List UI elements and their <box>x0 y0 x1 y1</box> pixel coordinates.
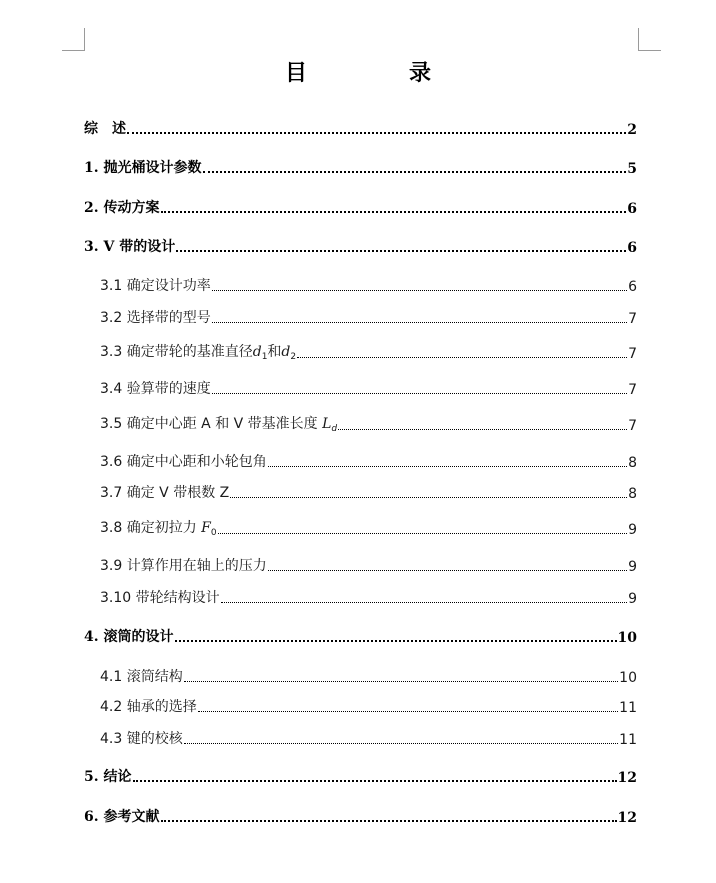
toc-entry-page: 11 <box>619 700 637 716</box>
toc-entry-page: 8 <box>628 455 637 471</box>
toc-entry-page: 6 <box>627 201 637 217</box>
toc-entry-text: 2. 传动方案 <box>84 200 160 216</box>
toc-leader-dots <box>212 392 627 394</box>
math-symbol: d <box>281 344 291 360</box>
margin-corner-top-right <box>638 28 661 51</box>
toc-entry[interactable] <box>100 728 637 748</box>
toc-entry-text: 3.2 选择带的型号 <box>100 310 211 326</box>
toc-entry-label: 3.3 确定带轮的基准直径 <box>100 344 253 360</box>
toc-leader-dots <box>176 249 626 252</box>
toc-entry-label: 3.5 确定中心距 A 和 V 带基准长度 <box>100 416 323 432</box>
toc-leader-dots <box>218 532 627 534</box>
toc-entry-text: 3. V 带的设计 <box>84 239 176 255</box>
toc-leader-dots <box>221 601 627 603</box>
toc-leader-dots <box>127 131 626 134</box>
toc-entry[interactable] <box>84 157 637 177</box>
math-subscript: 0 <box>210 528 217 538</box>
toc-entry[interactable] <box>84 806 637 826</box>
toc-entry-page: 11 <box>619 732 637 748</box>
math-subscript: 2 <box>290 352 297 362</box>
toc-leader-dots <box>268 569 627 571</box>
toc-entry-page: 2 <box>627 122 637 138</box>
toc-leader-dots <box>212 321 627 323</box>
toc-entry[interactable] <box>84 766 637 786</box>
toc-leader-dots <box>203 170 627 173</box>
toc-entry-page: 12 <box>617 810 637 826</box>
toc-entry[interactable] <box>100 482 637 502</box>
toc-entry-page: 9 <box>628 559 637 575</box>
toc-entry-text: 3.1 确定设计功率 <box>100 278 211 294</box>
toc-entry-page: 9 <box>628 591 637 607</box>
toc-entry-text: 3.4 验算带的速度 <box>100 381 211 397</box>
toc-entry-text: 5. 结论 <box>84 769 132 785</box>
toc-leader-dots <box>133 779 617 782</box>
toc-entry[interactable] <box>100 587 637 607</box>
toc-entry-page: 5 <box>627 161 637 177</box>
toc-entry-page: 7 <box>628 382 637 398</box>
math-symbol: L <box>322 416 332 432</box>
toc-entry[interactable] <box>84 197 637 217</box>
toc-entry-page: 7 <box>628 346 637 362</box>
toc-entry-text <box>100 341 296 362</box>
toc-entry[interactable] <box>100 666 637 686</box>
toc-leader-dots <box>184 742 618 744</box>
toc-entry-text: 1. 抛光桶设计参数 <box>84 160 202 176</box>
toc-leader-dots <box>161 210 627 213</box>
toc-entry[interactable] <box>100 555 637 575</box>
math-subscript: d <box>331 424 338 434</box>
math-connector: 和 <box>267 344 282 360</box>
toc-entry[interactable] <box>84 118 637 138</box>
toc-entry[interactable] <box>100 307 637 327</box>
toc-entry[interactable] <box>100 517 637 538</box>
toc-leader-dots <box>175 639 617 642</box>
toc-entry-page: 10 <box>619 670 637 686</box>
toc-leader-dots <box>198 710 618 712</box>
toc-leader-dots <box>212 289 627 291</box>
toc-entry-text: 3.9 计算作用在轴上的压力 <box>100 558 267 574</box>
toc-entry-page: 6 <box>628 279 637 295</box>
toc-entry-page: 10 <box>617 630 637 646</box>
toc-leader-dots <box>268 465 627 467</box>
toc-entry-page: 6 <box>627 240 637 256</box>
toc-entry[interactable] <box>84 626 637 646</box>
math-symbol: F <box>201 520 211 536</box>
toc-title: 目 录 <box>284 60 471 86</box>
toc-entry-page: 12 <box>617 770 637 786</box>
toc-entry[interactable] <box>100 451 637 471</box>
toc-leader-dots <box>161 819 617 822</box>
toc-leader-dots <box>297 356 627 358</box>
math-symbol: d <box>252 344 262 360</box>
toc-entry[interactable] <box>100 275 637 295</box>
toc-entry-text: 4.3 键的校核 <box>100 731 183 747</box>
toc-entry-text: 4. 滚筒的设计 <box>84 629 174 645</box>
toc-entry-text: 3.10 带轮结构设计 <box>100 590 220 606</box>
toc-entry-text <box>100 413 337 434</box>
toc-entry[interactable] <box>100 341 637 362</box>
math-subscript: 1 <box>261 352 268 362</box>
toc-leader-dots <box>184 680 618 682</box>
margin-corner-top-left <box>62 28 85 51</box>
toc-entry[interactable] <box>100 413 637 434</box>
toc-entry[interactable] <box>84 236 637 256</box>
toc-leader-dots <box>338 428 627 430</box>
toc-entry-page: 7 <box>628 418 637 434</box>
toc-entry-text <box>100 517 217 538</box>
toc-entry-label: 3.8 确定初拉力 <box>100 520 202 536</box>
toc-entry-text: 综 述 <box>84 121 126 137</box>
toc-entry[interactable] <box>100 696 637 716</box>
toc-entry-text: 4.1 滚筒结构 <box>100 669 183 685</box>
toc-entry-text: 3.6 确定中心距和小轮包角 <box>100 454 267 470</box>
toc-entry[interactable] <box>100 378 637 398</box>
toc-entry-page: 8 <box>628 486 637 502</box>
toc-entry-text: 6. 参考文献 <box>84 809 160 825</box>
toc-entry-page: 9 <box>628 522 637 538</box>
toc-entry-page: 7 <box>628 311 637 327</box>
toc-entry-text: 4.2 轴承的选择 <box>100 699 197 715</box>
toc-entry-text: 3.7 确定 V 带根数 Z <box>100 485 230 501</box>
toc-leader-dots <box>230 496 627 498</box>
